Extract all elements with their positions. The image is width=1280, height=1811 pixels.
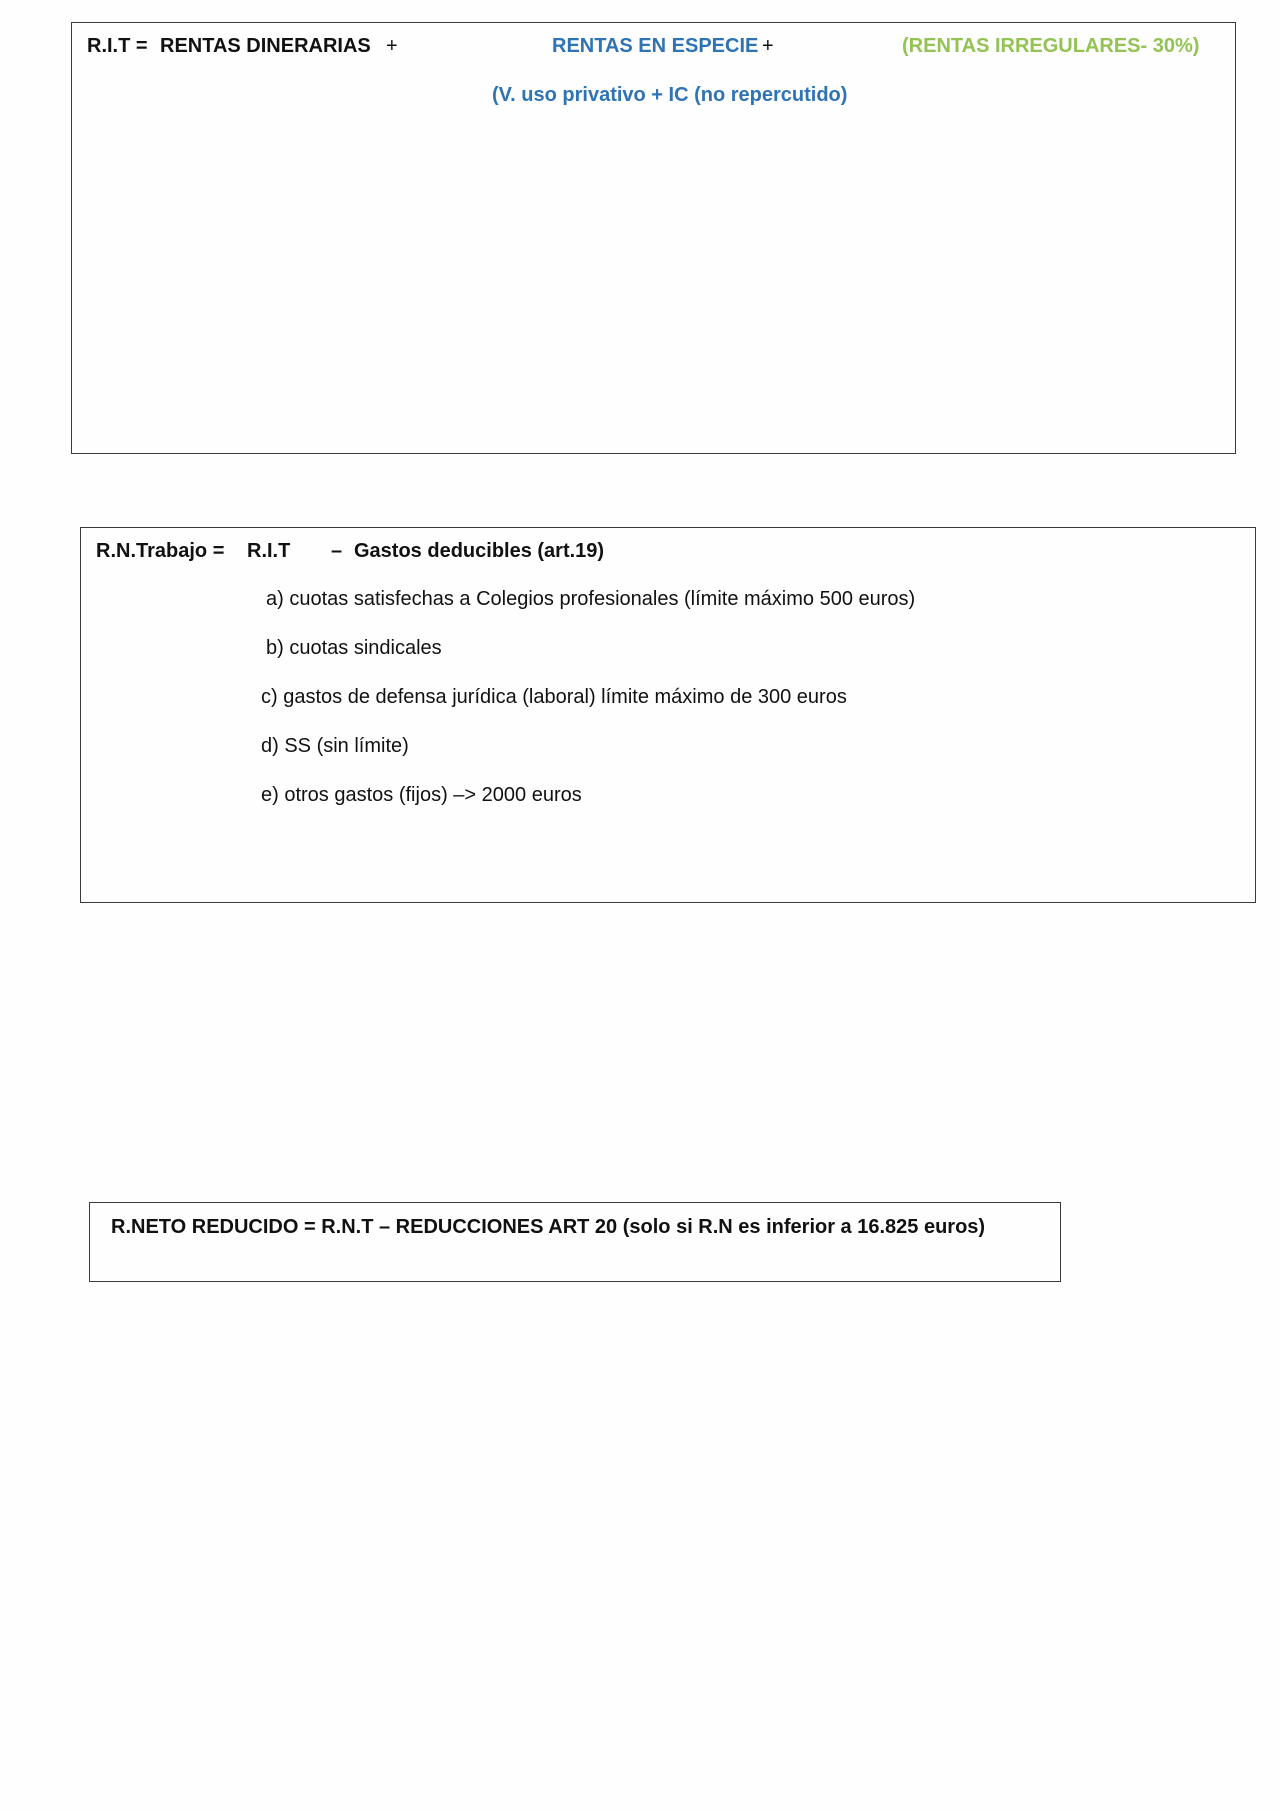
list-item: d) SS (sin límite) — [261, 735, 409, 757]
rn-trabajo-label: R.N.Trabajo = — [96, 540, 225, 562]
list-item: c) gastos de defensa jurídica (laboral) límite máximo de 300 euros — [261, 686, 847, 708]
minus-operator: – — [331, 540, 343, 562]
gastos-deducibles-title: Gastos deducibles (art.19) — [354, 540, 605, 562]
rit-label: R.I.T = — [87, 35, 148, 57]
list-item: e) otros gastos (fijos) –> 2000 euros — [261, 784, 582, 806]
rentas-irregulares-term: (RENTAS IRREGULARES- 30%) — [902, 35, 1200, 57]
rneto-reducido-formula: R.NETO REDUCIDO = R.N.T – REDUCCIONES ART 20 (solo si R.N es inferior a 16.825 euros) — [111, 1216, 986, 1238]
plus-operator-2: + — [762, 35, 774, 57]
rneto-reducido-box — [89, 1202, 1061, 1282]
rit-ref: R.I.T — [247, 540, 291, 562]
list-item: a) cuotas satisfechas a Colegios profesionales (límite máximo 500 euros) — [266, 588, 916, 610]
rentas-en-especie-term: RENTAS EN ESPECIE — [552, 35, 759, 57]
rn-trabajo-box — [80, 527, 1256, 903]
list-item: b) cuotas sindicales — [266, 637, 442, 659]
especie-detail-line: (V. uso privativo + IC (no repercutido) — [492, 84, 848, 106]
plus-operator-1: + — [386, 35, 398, 57]
rentas-dinerarias-term: RENTAS DINERARIAS — [160, 35, 371, 57]
